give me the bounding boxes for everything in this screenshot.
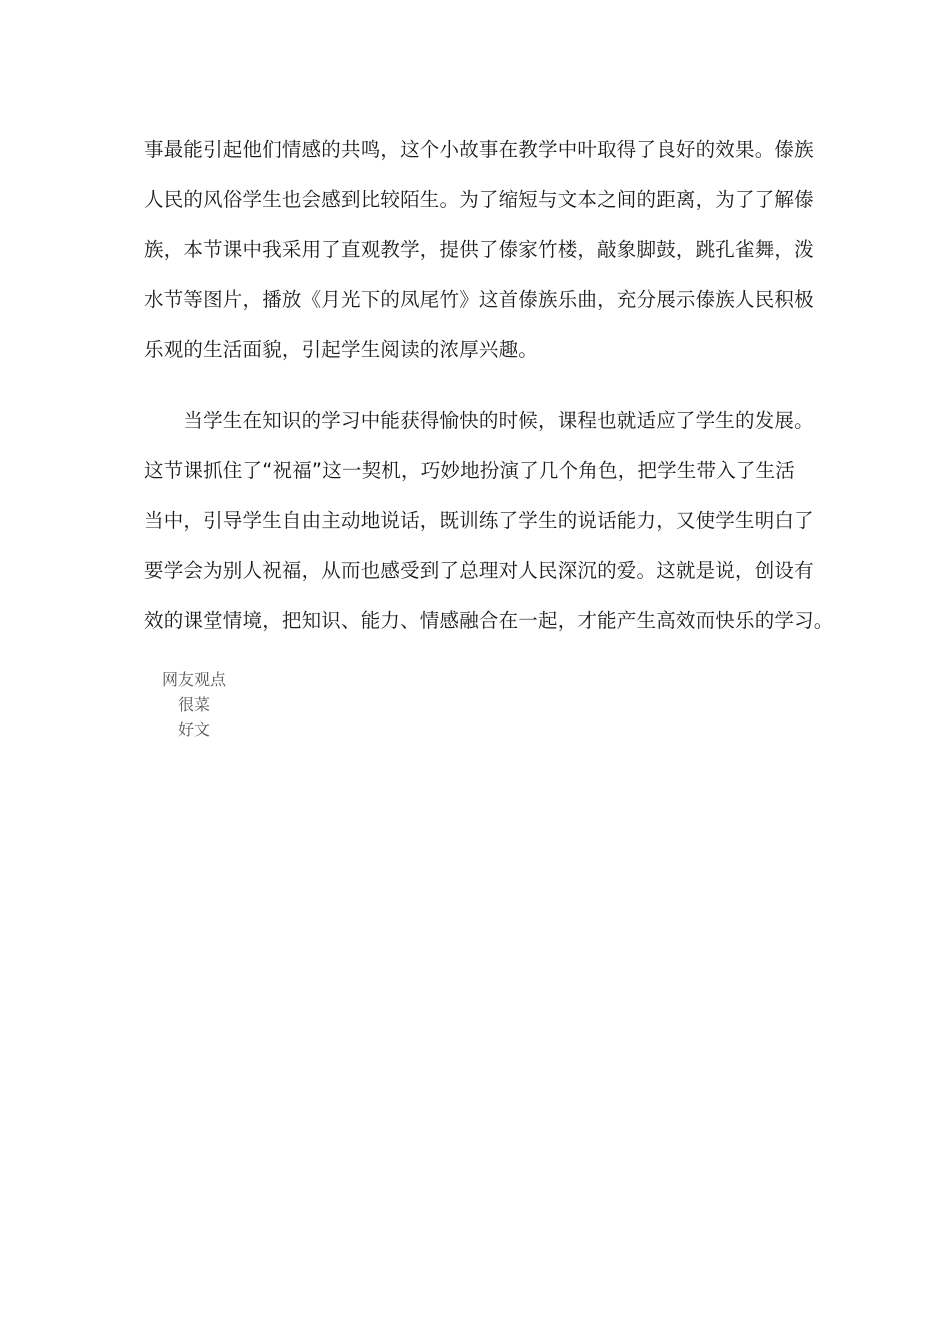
paragraph-2-line: 效的课堂情境，把知识、能力、情感融合在一起，才能产生高效而快乐的学习。 [144, 609, 834, 632]
paragraph-1-line: 水节等图片，播放《月光下的凤尾竹》这首傣族乐曲，充分展示傣族人民积极 [144, 288, 814, 311]
paragraph-1-line: 族，本节课中我采用了直观教学，提供了傣家竹楼，敲象脚鼓，跳孔雀舞，泼 [144, 238, 814, 261]
user-opinions-title: 网友观点 [162, 670, 227, 689]
paragraph-2-line: 当学生在知识的学习中能获得愉快的时候，课程也就适应了学生的发展。 [144, 409, 814, 432]
opinion-item: 好文 [178, 720, 211, 739]
user-opinions [162, 667, 226, 742]
paragraph-1-line: 乐观的生活面貌，引起学生阅读的浓厚兴趣。 [144, 338, 539, 361]
paragraph-1 [144, 125, 814, 375]
paragraph-2-line: 当中，引导学生自由主动地说话，既训练了学生的说话能力，又使学生明白了 [144, 509, 814, 532]
paragraph-2 [144, 396, 834, 646]
paragraph-1-line: 事最能引起他们情感的共鸣，这个小故事在教学中叶取得了良好的效果。傣族 [144, 138, 814, 161]
paragraph-1-line: 人民的风俗学生也会感到比较陌生。为了缩短与文本之间的距离，为了了解傣 [144, 188, 814, 211]
paragraph-2-line: 这节课抓住了“祝福”这一契机，巧妙地扮演了几个角色，把学生带入了生活 [144, 459, 796, 482]
paragraph-2-line: 要学会为别人祝福，从而也感受到了总理对人民深沉的爱。这就是说，创设有 [144, 559, 814, 582]
opinion-item: 很菜 [178, 695, 211, 714]
